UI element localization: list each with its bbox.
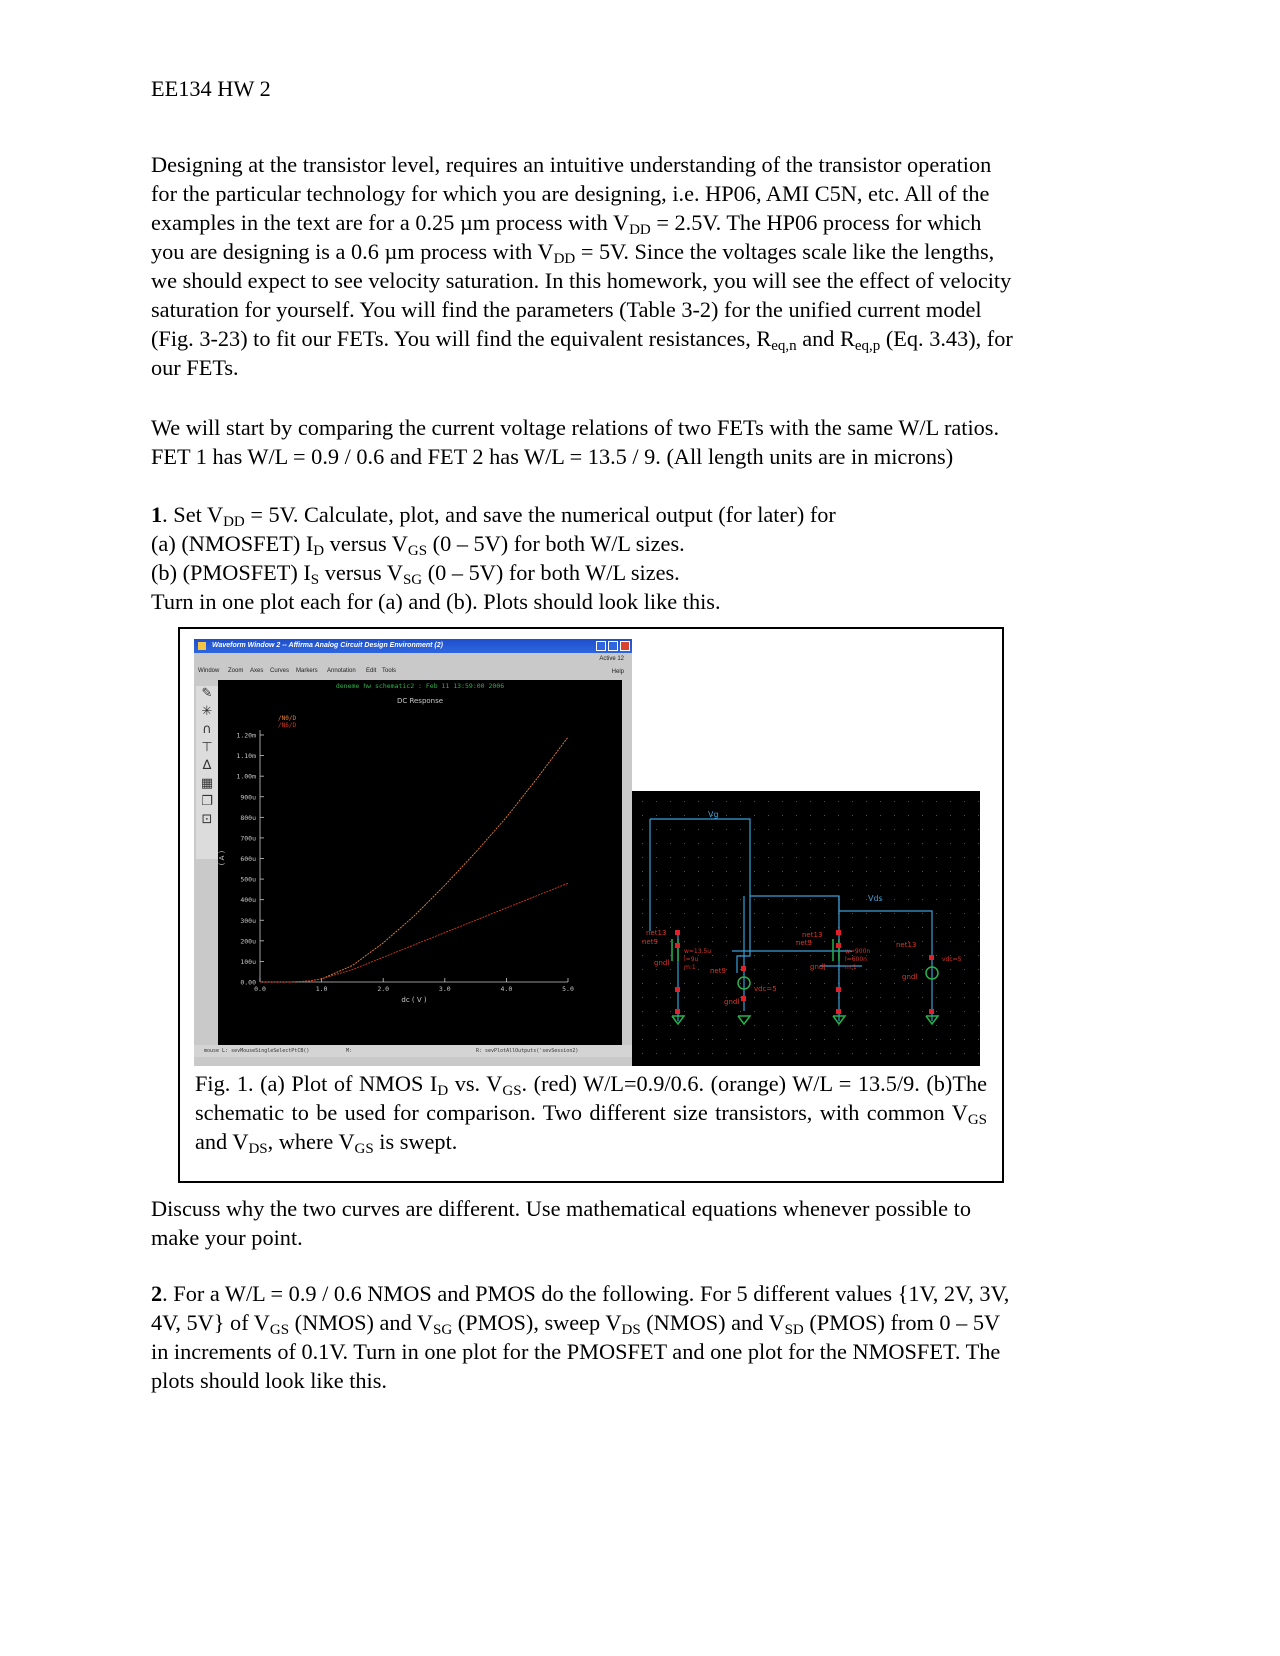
text-line: We will start by comparing the current voltage relations of two FETs with the same W/L ratios.	[151, 415, 1000, 440]
text-line: make your point.	[151, 1225, 303, 1250]
mid-gnd-label: gndl	[724, 998, 740, 1006]
y-tick-label: 900u	[240, 793, 256, 802]
menu-edit[interactable]: Edit	[366, 668, 377, 674]
y-tick-label: 200u	[240, 937, 256, 946]
right-param-m: m:1	[845, 964, 857, 971]
text-line: 2. For a W/L = 0.9 / 0.6 NMOS and PMOS do the following. For 5 different values {1V, 2V, 3V,	[151, 1281, 1010, 1306]
text-line: in increments of 0.1V. Turn in one plot for the PMOSFET and one plot for the NMOSFET. The	[151, 1339, 1001, 1364]
text-line: Turn in one plot each for (a) and (b). Plots should look like this.	[151, 589, 721, 614]
menu-curves[interactable]: Curves	[270, 668, 290, 674]
crosshair-icon[interactable]: ✳	[201, 704, 213, 719]
status-left: mouse L: sevMouseSingleSelectPtCB()	[204, 1048, 310, 1054]
right-gnd-label: gndl	[810, 963, 826, 971]
right-net2-label: net9	[796, 939, 812, 947]
menu-tools[interactable]: Tools	[382, 668, 397, 674]
text-line: examples in the text are for a 0.25 µm process with $V_{DD} = 2.5V$. The HP06 process for which	[151, 210, 982, 238]
left-gnd-label: gndl	[654, 959, 670, 967]
mid-net-label: net9	[710, 967, 726, 975]
left-net2-label: net9	[642, 938, 658, 946]
chart-subtitle: deneme hw schematic2 : Feb 11 13:59:00 2006	[335, 682, 505, 690]
menu-markers[interactable]: Markers	[296, 668, 318, 674]
maximize-button[interactable]	[608, 641, 618, 651]
right-param-l: l=600n	[845, 956, 867, 963]
question-2	[151, 1279, 1131, 1395]
pencil-icon[interactable]: ✎	[201, 686, 213, 701]
status-middle: M:	[346, 1048, 353, 1054]
text-line: Designing at the transistor level, requires an intuitive understanding of the transistor operation	[151, 152, 992, 177]
figure-caption: Fig. 1. (a) Plot of NMOS $I_D$ vs. $V_{GS}$. (red) W/L=0.9/0.6. (orange) W/L = 13.5/9. (b)The schematic to be used for comparison. Two different size transistors, with common $V_{GS}$ and $V_{DS}$, where $V_{GS}$ is swept.	[195, 1071, 988, 1157]
y-tick-label: 800u	[240, 813, 256, 822]
app-icon	[198, 642, 206, 650]
close-button[interactable]	[620, 641, 630, 651]
fet-paragraph	[151, 413, 1131, 471]
window-title: Waveform Window 2 -- Affirma Analog Circuit Design Environment (2)	[212, 642, 443, 649]
text-line: our FETs.	[151, 355, 239, 380]
status-bar	[194, 1045, 632, 1057]
y-tick-label: 400u	[240, 896, 256, 905]
text-line: 4V, 5V} of $V_{GS}$ (NMOS) and $V_{SG}$ (PMOS), sweep $V_{DS}$ (NMOS) and $V_{SD}$ (PMOS) from 0 – 5V	[151, 1310, 1001, 1338]
menu-zoom[interactable]: Zoom	[228, 668, 244, 674]
x-tick-label: 3.0	[438, 985, 451, 993]
text-line: (b) (PMOSFET) $I_S$ versus $V_{SG}$ (0 – 5V) for both W/L sizes.	[151, 560, 680, 588]
y-tick-label: 0.00	[240, 978, 256, 987]
chart-title: DC Response	[396, 697, 444, 705]
legend-entry-1: /N0/D	[278, 715, 297, 722]
right-net-label: net13	[802, 931, 823, 939]
y-tick-label: 300u	[240, 916, 256, 925]
menu-bar	[194, 653, 632, 680]
y-tick-label: 1.20m	[236, 731, 256, 740]
menu-help[interactable]: Help	[611, 669, 624, 675]
plot-area	[218, 680, 622, 1045]
menu-window[interactable]: Window	[198, 668, 220, 674]
zoom-icon[interactable]: ⊡	[201, 812, 213, 827]
far-source-label: vdc=5	[942, 956, 962, 963]
delta-marker-icon[interactable]: ∆	[202, 758, 212, 773]
x-axis-label: dc ( V )	[401, 996, 427, 1004]
horizontal-marker-icon[interactable]: ⊤	[201, 740, 213, 755]
left-param-w: w=13.5u	[684, 948, 712, 955]
legend-entry-2: /N6/D	[278, 722, 297, 729]
vds-label: Vds	[868, 894, 883, 903]
menu-axes[interactable]: Axes	[250, 668, 264, 674]
window-titlebar	[194, 639, 632, 653]
schematic-window	[632, 791, 980, 1066]
text-line: (Fig. 3-23) to fit our FETs. You will find the equivalent resistances, $R_{eq,n}$ and $R_{eq,p}$ (Eq. 3.43), for	[151, 326, 1013, 354]
far-net-label: net13	[896, 941, 917, 949]
text-line: FET 1 has W/L = 0.9 / 0.6 and FET 2 has W/L = 13.5 / 9. (All length units are in microns)	[151, 444, 954, 469]
text-line: Discuss why the two curves are different. Use mathematical equations whenever possible to	[151, 1196, 971, 1221]
table-icon[interactable]: ▦	[200, 776, 214, 791]
y-tick-label: 1.00m	[236, 772, 256, 781]
question-number: 1	[151, 502, 163, 527]
y-tick-label: 100u	[240, 957, 256, 966]
waveform-window	[194, 639, 632, 1066]
vg-label: Vg	[708, 810, 719, 819]
copy-icon[interactable]: ❐	[201, 794, 213, 809]
left-net-label: net13	[646, 929, 667, 937]
minimize-button[interactable]	[596, 641, 606, 651]
schematic-diagram	[632, 791, 980, 1066]
menu-annotation[interactable]: Annotation	[327, 668, 356, 674]
x-tick-label: 4.0	[500, 985, 513, 993]
status-right: R: sevPlotAllOutputs('sevSession2)	[476, 1048, 579, 1054]
mid-source-label: vdc=5	[754, 985, 777, 993]
text-line: saturation for yourself. You will find the parameters (Table 3-2) for the unified current model	[151, 297, 982, 322]
tool-palette	[196, 686, 218, 859]
text-line: 1. Set $V_{DD} = 5V$. Calculate, plot, and save the numerical output (for later) for	[151, 502, 836, 530]
question-number: 2	[151, 1281, 163, 1306]
intro-paragraph	[151, 150, 1131, 382]
discuss-paragraph	[151, 1194, 1131, 1252]
text-line: you are designing is a 0.6 µm process with $V_{DD} = 5V$. Since the voltages scale like the lengths,	[151, 239, 995, 267]
series-line-2	[260, 883, 568, 982]
x-tick-label: 2.0	[377, 985, 390, 993]
x-tick-label: 0.0	[254, 985, 266, 993]
x-tick-label: 1.0	[315, 985, 328, 993]
y-tick-label: 1.10m	[236, 752, 256, 761]
active-indicator: Active 12	[599, 656, 624, 662]
question-1	[151, 500, 1131, 616]
y-tick-label: 700u	[240, 834, 256, 843]
x-tick-label: 5.0	[562, 985, 574, 993]
text-line: (a) (NMOSFET) $I_D$ versus $V_{GS}$ (0 – 5V) for both W/L sizes.	[151, 531, 685, 559]
far-gnd-label: gndl	[902, 973, 918, 981]
y-tick-label: 500u	[240, 875, 256, 884]
left-param-m: m:1	[684, 964, 696, 971]
page-header: EE134 HW 2	[151, 76, 271, 101]
y-axis-label: ( A )	[218, 850, 226, 866]
text-line: for the particular technology for which you are designing, i.e. HP06, AMI C5N, etc. All of the	[151, 181, 990, 206]
text-line: we should expect to see velocity saturation. In this homework, you will see the effect of velocity	[151, 268, 1012, 293]
loop-icon[interactable]: ∩	[202, 722, 212, 737]
y-tick-label: 600u	[240, 855, 256, 863]
left-param-l: l=9u	[684, 956, 699, 963]
right-param-w: w=900n	[845, 948, 871, 955]
text-line: plots should look like this.	[151, 1368, 387, 1393]
dc-response-chart	[218, 680, 622, 1045]
